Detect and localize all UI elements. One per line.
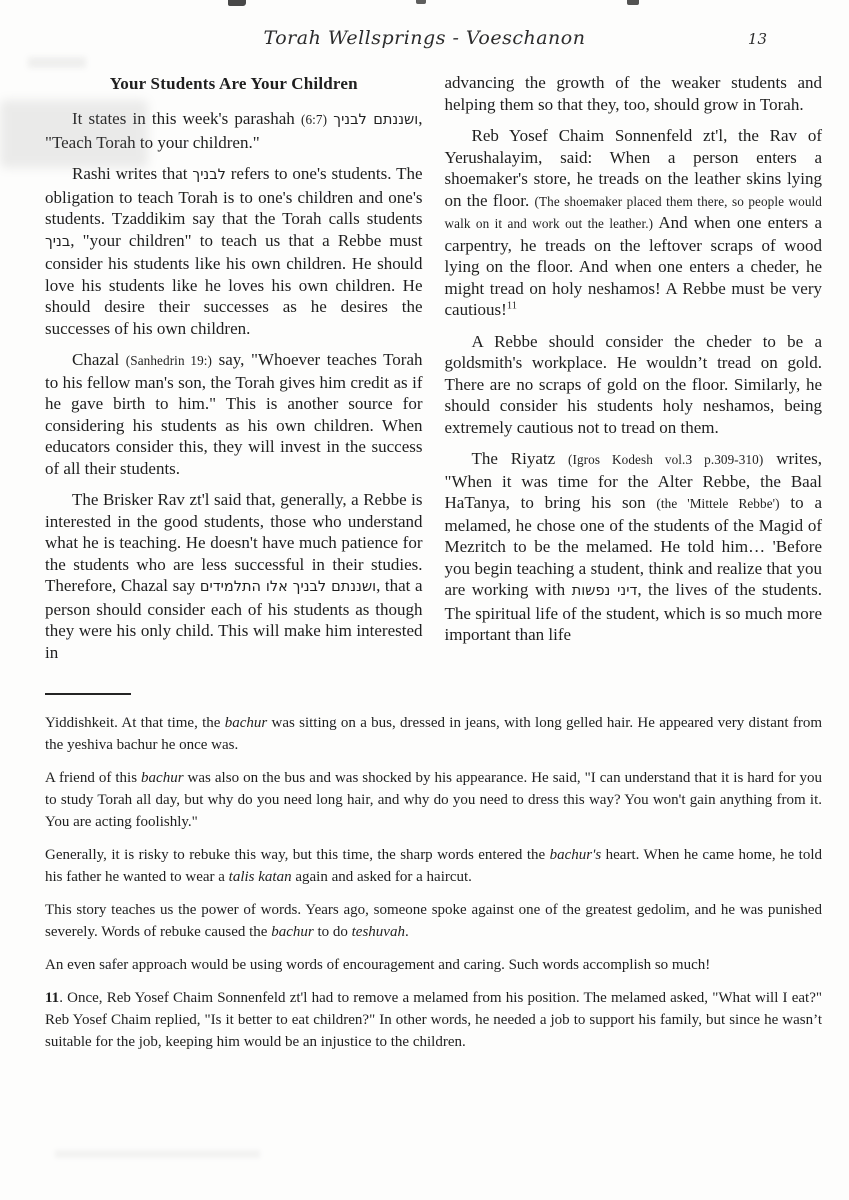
- text-run: It states in this week's parashah: [72, 109, 301, 128]
- text-run: A Rebbe should consider the cheder to be a goldsmith's workplace. He wouldn’t tread on gold. There are no scraps of gold on the floor. Similarly, he should consider his students holy neshamos, being extremely cautious not to tread on them.: [444, 331, 822, 437]
- text-run: , "your children" to teach us that a Rebbe must consider his students like his own children. He should love his students like he loves his own children. He should desire their successes as he desires the successes of his own children.: [45, 230, 423, 338]
- right-column: [445, 72, 823, 663]
- footnote-separator: [45, 693, 131, 695]
- text-run: bachur: [224, 715, 268, 731]
- text-run: 11: [45, 990, 60, 1006]
- paragraph: [45, 489, 423, 663]
- text-run: . Once, Reb Yosef Chaim Sonnenfeld zt'l had to remove a melamed from his position. The melamed asked, "What will I eat?" Reb Yosef Chaim replied, "Is it better to eat children?" In other words, he needed a job to support his family, but since he wasn’t suitable for the job, keeping him would be an injustice to the children.: [45, 990, 822, 1050]
- hebrew-text: בניך: [45, 233, 71, 250]
- paragraph: [45, 349, 423, 479]
- text-run: (6:7): [300, 112, 328, 127]
- text-run: An even safer approach would be using words of encouragement and caring. Such words accomplish so much!: [45, 957, 711, 973]
- text-run: refers to one's students. The obligation to teach Torah is to one's children and one's students. Tzaddikim say that the Torah calls students: [45, 164, 423, 228]
- text-run: , that a person should consider each of his students as though they were his only child. This will make him interested in: [45, 576, 423, 662]
- text-run: bachur's: [549, 847, 602, 863]
- paragraph: [45, 712, 822, 756]
- text-run: was also on the bus and was shocked by his appearance. He said, "I can understand that it is hard for you to study Torah all day, but why do you need long hair, and why do you need to dress this way? You won't gain anything from it. You are acting foolishly.": [45, 770, 822, 830]
- text-run: And when one enters a carpentry, he treads on the leftover scraps of wood lying on the floor. And when one enters a cheder, he might tread on holy neshamos! A Rebbe must be very cautious!: [444, 213, 822, 319]
- hebrew-text: ושננתם לבניך: [333, 112, 419, 128]
- text-run: bachur: [141, 770, 184, 786]
- left-column-paragraphs: [45, 108, 423, 663]
- footnotes: [45, 712, 822, 1053]
- text-run: Reb Yosef Chaim Sonnenfeld zt'l, the Rav of Yerushalayim, said: When a person enters a shoemaker's store, he treads on the leather skins lying on the floor.: [444, 126, 822, 210]
- text-run: This story teaches us the power of words. Years ago, someone spoke against one of the greatest gedolim, and he was punished severely. Words of rebuke caused the: [45, 902, 822, 940]
- hebrew-text: לבניך: [192, 167, 226, 183]
- text-run: advancing the growth of the weaker students and helping them so that they, too, should grow in Torah.: [444, 73, 822, 114]
- text-run: again and asked for a haircut.: [291, 869, 472, 885]
- footnote-ref: 11: [506, 300, 517, 312]
- text-run: , "Teach Torah to your children.": [45, 109, 423, 152]
- text-run: Yiddishkeit. At that time, the: [45, 715, 225, 731]
- text-run: (the 'Mittele Rebbe'): [656, 496, 780, 511]
- text-run: Rashi writes that: [72, 164, 193, 183]
- hebrew-text: דיני נפשות: [571, 583, 638, 599]
- text-run: teshuvah: [351, 924, 405, 940]
- right-column-paragraphs: [445, 72, 823, 646]
- article-body: [0, 72, 849, 663]
- text-run: A friend of this: [45, 770, 142, 786]
- page-header: [0, 0, 849, 72]
- paragraph: [45, 844, 822, 888]
- text-run: (Igros Kodesh vol.3 p.309-310): [567, 452, 764, 467]
- page-header-title: Torah Wellsprings - Voeschanon: [263, 27, 586, 49]
- paragraph: [445, 125, 823, 321]
- text-run: The Riyatz: [471, 449, 568, 468]
- section-heading: Your Students Are Your Children: [109, 74, 358, 93]
- text-run: , the lives of the students. The spiritual life of the student, which is so much more important than life: [444, 580, 822, 644]
- text-run: bachur: [271, 924, 314, 940]
- paragraph: [45, 767, 822, 833]
- text-run: The Brisker Rav zt'l said that, generally, a Rebbe is interested in the good students, those who understand what he is teaching. He doesn't have much patience for the students who are less successful in their studies. Therefore, Chazal say: [45, 490, 423, 595]
- paragraph: [45, 899, 822, 943]
- left-column: [45, 72, 423, 663]
- text-run: say, "Whoever teaches Torah to his fellow man's son, the Torah gives him credit as if he gave birth to him." This is another source for considering his students as his own children. When educators consider this, they will invest in the success of all their students.: [45, 350, 423, 478]
- text-run: (The shoemaker placed them there, so people would walk on it and work out the leather.): [444, 193, 822, 231]
- text-run: Generally, it is risky to rebuke this way, but this time, the sharp words entered the: [45, 847, 550, 863]
- text-run: to do: [313, 924, 352, 940]
- hebrew-text: ושננתם לבניך אלו התלמידים: [199, 579, 377, 595]
- text-run: was sitting on a bus, dressed in jeans, with long gelled hair. He appeared very distant from the yeshiva bachur he once was.: [45, 715, 822, 753]
- paragraph: [45, 954, 822, 976]
- paragraph: [45, 987, 822, 1053]
- text-run: .: [404, 924, 409, 940]
- page-number: 13: [747, 30, 767, 48]
- text-run: (Sanhedrin 19:): [125, 353, 213, 368]
- text-run: writes, "When it was time for the Alter Rebbe, the Baal HaTanya, to bring his son: [444, 449, 823, 512]
- scan-artifact: [55, 1150, 260, 1158]
- paragraph: [445, 448, 823, 646]
- paragraph: [45, 163, 423, 339]
- paragraph: [445, 331, 823, 439]
- text-run: talis katan: [228, 869, 292, 885]
- text-run: Chazal: [72, 350, 126, 369]
- text-run: to a melamed, he chose one of the students of the Magid of Mezritch to be the melamed. He told him… 'Before you begin teaching a student, think and realize that you are working with: [444, 493, 822, 599]
- paragraph: [45, 108, 423, 153]
- paragraph: [445, 72, 823, 115]
- text-run: heart. When he came home, he told his father he wanted to wear a: [45, 847, 823, 885]
